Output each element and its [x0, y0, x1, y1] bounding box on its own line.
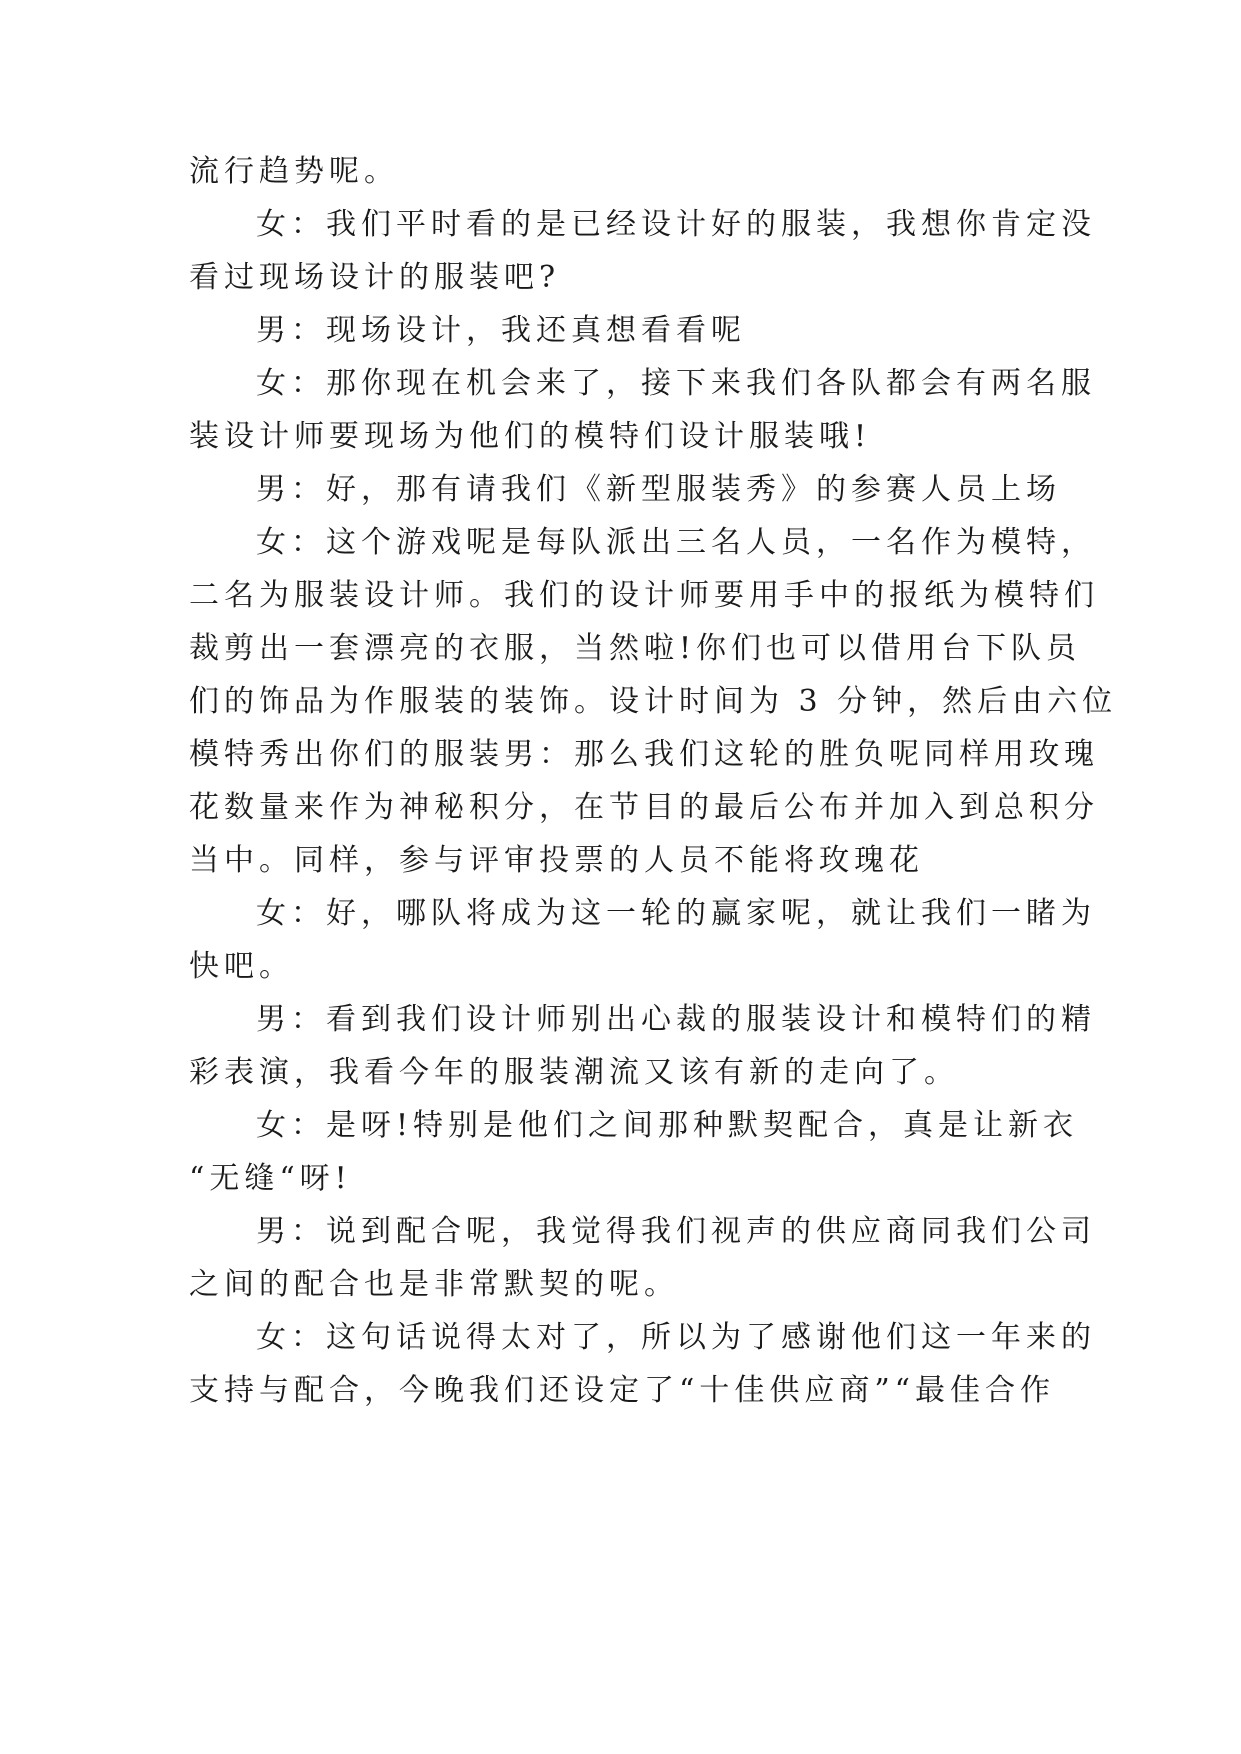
text-line: 彩表演，我看今年的服装潮流又该有新的走向了。 [189, 1055, 959, 1090]
text-line: 装设计师要现场为他们的模特们设计服装哦! [189, 419, 872, 454]
text-line: 模特秀出你们的服装男：那么我们这轮的胜负呢同样用玫瑰 [189, 737, 1099, 772]
text-line: 男：好，那有请我们《新型服装秀》的参赛人员上场 [256, 472, 1061, 507]
text-line: 之间的配合也是非常默契的呢。 [189, 1267, 679, 1302]
text-line: 们的饰品为作服装的装饰。设计时间为 3 分钟，然后由六位 [189, 684, 1118, 719]
text-line: 女：是呀!特别是他们之间那种默契配合，真是让新衣 [256, 1108, 1079, 1143]
text-line: 女：这个游戏呢是每队派出三名人员，一名作为模特， [256, 525, 1096, 560]
text-line: 流行趋势呢。 [189, 154, 399, 189]
text-line: 男：说到配合呢，我觉得我们视声的供应商同我们公司 [256, 1214, 1096, 1249]
text-line: 女：这句话说得太对了，所以为了感谢他们这一年来的 [256, 1320, 1096, 1355]
text-line: 快吧。 [189, 949, 294, 984]
text-line: 裁剪出一套漂亮的衣服，当然啦!你们也可以借用台下队员 [189, 631, 1082, 666]
text-line: 女：我们平时看的是已经设计好的服装，我想你肯定没 [256, 207, 1096, 242]
text-line: 看过现场设计的服装吧? [189, 260, 561, 295]
text-line: 女：那你现在机会来了，接下来我们各队都会有两名服 [256, 366, 1096, 401]
text-line: “无缝“呀! [189, 1161, 352, 1196]
text-line: 二名为服装设计师。我们的设计师要用手中的报纸为模特们 [189, 578, 1099, 613]
text-line: 男：现场设计，我还真想看看呢 [256, 313, 746, 348]
text-line: 当中。同样，参与评审投票的人员不能将玫瑰花 [189, 843, 924, 878]
text-line: 男：看到我们设计师别出心裁的服装设计和模特们的精 [256, 1002, 1096, 1037]
text-line: 花数量来作为神秘积分，在节目的最后公布并加入到总积分 [189, 790, 1099, 825]
text-line: 女：好，哪队将成为这一轮的赢家呢，就让我们一睹为 [256, 896, 1096, 931]
text-line: 支持与配合，今晚我们还设定了“十佳供应商”“最佳合作 [189, 1373, 1056, 1408]
